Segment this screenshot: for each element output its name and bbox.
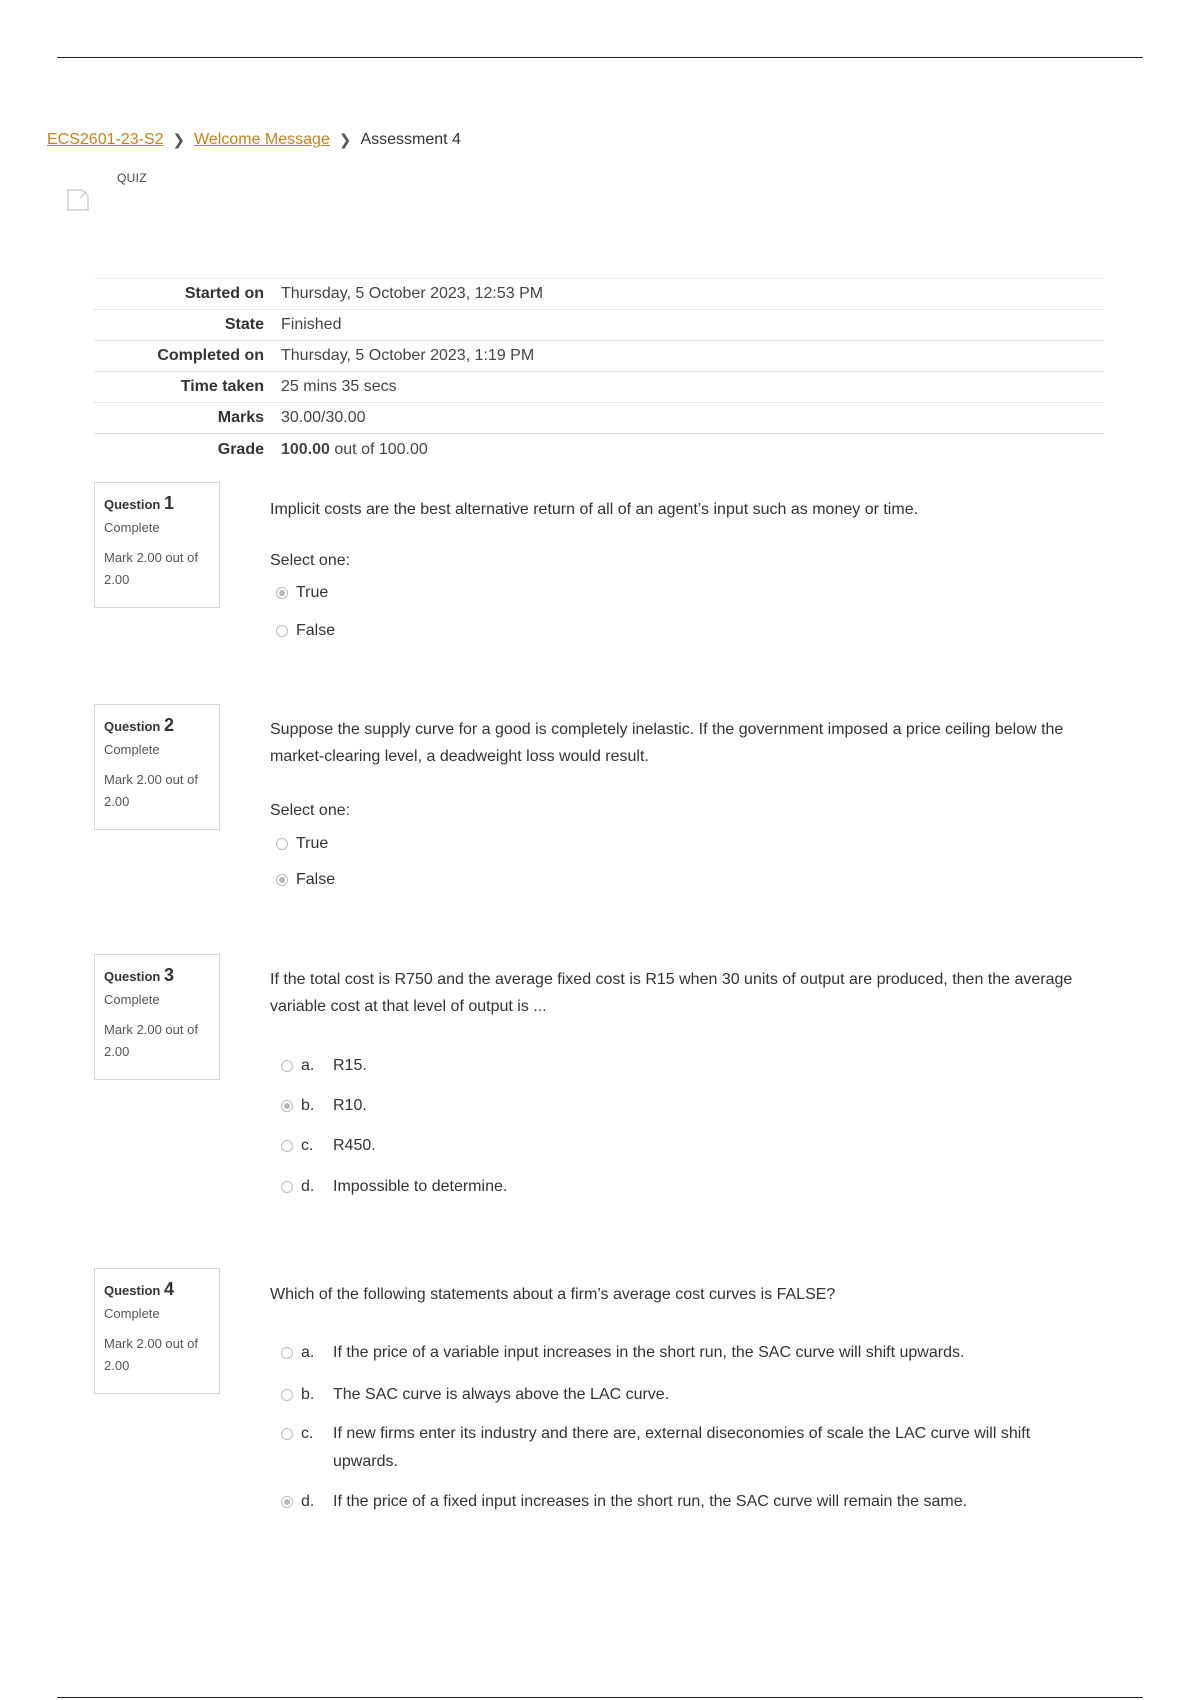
option-text: Impossible to determine. xyxy=(333,1178,508,1195)
option-letter: a. xyxy=(301,1344,315,1361)
question-grade: Mark 2.00 out of 2.00 xyxy=(104,772,198,809)
grade-out-of: out of 100.00 xyxy=(329,440,428,458)
question-text: Implicit costs are the best alternative return of all of an agent’s input such as money or time. xyxy=(270,501,919,518)
question-grade: Mark 2.00 out of 2.00 xyxy=(104,550,198,587)
option-text: False xyxy=(296,622,336,639)
select-one-prompt: Select one: xyxy=(270,552,351,569)
question-info-box xyxy=(94,1268,220,1394)
question-state: Complete xyxy=(104,1306,160,1321)
chevron-right-icon: ❯ xyxy=(172,132,186,149)
question-label: Question xyxy=(104,1283,161,1298)
question-state: Complete xyxy=(104,992,160,1007)
answer-option[interactable] xyxy=(276,617,335,645)
option-text: True xyxy=(296,584,329,601)
option-text: R15. xyxy=(333,1057,367,1074)
question-label: Question xyxy=(104,497,161,512)
summary-row xyxy=(94,372,1104,403)
option-text: R450. xyxy=(333,1137,376,1154)
question-info-box xyxy=(94,482,220,608)
radio-button[interactable] xyxy=(281,1060,293,1072)
summary-label: State xyxy=(224,316,264,333)
summary-value: Thursday, 5 October 2023, 12:53 PM xyxy=(281,285,544,302)
summary-row xyxy=(94,310,1104,341)
answer-option[interactable] xyxy=(281,1381,1093,1409)
chevron-right-icon: ❯ xyxy=(338,132,352,149)
activity-type-label: QUIZ xyxy=(117,171,147,185)
question-state: Complete xyxy=(104,520,160,535)
attempt-summary-table xyxy=(94,278,1104,465)
option-letter: d. xyxy=(301,1178,315,1195)
question-state: Complete xyxy=(104,742,160,757)
summary-value: 30.00/30.00 xyxy=(281,409,366,426)
radio-button[interactable] xyxy=(281,1389,293,1401)
breadcrumb-section-link[interactable]: Welcome Message xyxy=(194,131,330,148)
summary-row xyxy=(94,279,1104,310)
radio-button[interactable] xyxy=(281,1181,293,1193)
question-info-box xyxy=(94,704,220,830)
bottom-rule xyxy=(57,1697,1143,1698)
summary-value: Thursday, 5 October 2023, 1:19 PM xyxy=(281,347,535,364)
radio-button-checked[interactable] xyxy=(276,587,288,599)
option-text: True xyxy=(296,835,329,852)
breadcrumb-course-link[interactable]: ECS2601-23-S2 xyxy=(47,131,164,148)
radio-button[interactable] xyxy=(281,1347,293,1359)
radio-button[interactable] xyxy=(276,838,288,850)
question-number-value: 4 xyxy=(163,1279,174,1299)
answer-option[interactable] xyxy=(276,866,335,894)
option-text: If the price of a variable input increases in the short run, the SAC curve will shift upwards. xyxy=(333,1344,965,1361)
option-text: R10. xyxy=(333,1097,367,1114)
question-number-value: 3 xyxy=(163,965,174,985)
answer-option[interactable] xyxy=(281,1488,1093,1516)
radio-button-checked[interactable] xyxy=(281,1496,293,1508)
question-grade: Mark 2.00 out of 2.00 xyxy=(104,1336,198,1373)
question-number xyxy=(104,965,210,986)
option-letter: b. xyxy=(301,1386,315,1403)
question-number xyxy=(104,493,210,514)
select-one-prompt: Select one: xyxy=(270,802,351,819)
answer-option[interactable] xyxy=(281,1339,1093,1367)
question-label: Question xyxy=(104,969,161,984)
quiz-document-icon xyxy=(66,188,90,212)
radio-button[interactable] xyxy=(281,1140,293,1152)
option-letter: d. xyxy=(301,1493,315,1510)
answer-option[interactable] xyxy=(281,1132,1093,1160)
question-number-value: 2 xyxy=(163,715,174,735)
option-letter: c. xyxy=(301,1425,314,1442)
summary-label: Completed on xyxy=(157,347,264,364)
question-info-box xyxy=(94,954,220,1080)
summary-label: Started on xyxy=(184,285,264,302)
question-text: Which of the following statements about a firm’s average cost curves is FALSE? xyxy=(270,1286,836,1303)
answer-option[interactable] xyxy=(281,1173,1093,1201)
summary-label: Time taken xyxy=(180,378,264,395)
breadcrumb xyxy=(47,131,461,149)
summary-value: 25 mins 35 secs xyxy=(281,378,397,395)
breadcrumb-current: Assessment 4 xyxy=(360,131,461,148)
radio-button[interactable] xyxy=(281,1428,293,1440)
summary-row xyxy=(94,341,1104,372)
radio-button[interactable] xyxy=(276,625,288,637)
summary-row-grade xyxy=(94,434,1104,466)
radio-button-checked[interactable] xyxy=(281,1100,293,1112)
question-number xyxy=(104,715,210,736)
summary-value xyxy=(281,434,1104,466)
option-text: If the price of a fixed input increases in the short run, the SAC curve will remain the same. xyxy=(333,1493,968,1510)
radio-button-checked[interactable] xyxy=(276,874,288,886)
question-grade: Mark 2.00 out of 2.00 xyxy=(104,1022,198,1059)
grade-value: 100.00 xyxy=(281,440,330,458)
summary-label: Grade xyxy=(217,440,264,458)
answer-option[interactable] xyxy=(281,1420,1093,1476)
summary-row xyxy=(94,403,1104,434)
question-text: Suppose the supply curve for a good is completely inelastic. If the government imposed a price ceiling below the market-clearing level, a deadweight loss would result. xyxy=(270,721,1064,765)
option-text: The SAC curve is always above the LAC curve. xyxy=(333,1386,670,1403)
option-text: If new firms enter its industry and there are, external diseconomies of scale the LAC curve will shift upwards. xyxy=(333,1425,1031,1470)
option-text: False xyxy=(296,871,336,888)
question-label: Question xyxy=(104,719,161,734)
option-letter: b. xyxy=(301,1097,315,1114)
question-text: If the total cost is R750 and the average fixed cost is R15 when 30 units of output are produced, then the average variable cost at that level of output is ... xyxy=(270,971,1073,1015)
answer-option[interactable] xyxy=(281,1052,1093,1080)
summary-label: Marks xyxy=(217,409,264,426)
option-letter: a. xyxy=(301,1057,315,1074)
question-number-value: 1 xyxy=(163,493,174,513)
answer-option[interactable] xyxy=(281,1092,1093,1120)
option-letter: c. xyxy=(301,1137,314,1154)
question-number xyxy=(104,1279,210,1300)
answer-option[interactable] xyxy=(276,579,328,607)
answer-option[interactable] xyxy=(276,830,328,858)
summary-value: Finished xyxy=(281,316,342,333)
top-rule xyxy=(57,57,1143,58)
